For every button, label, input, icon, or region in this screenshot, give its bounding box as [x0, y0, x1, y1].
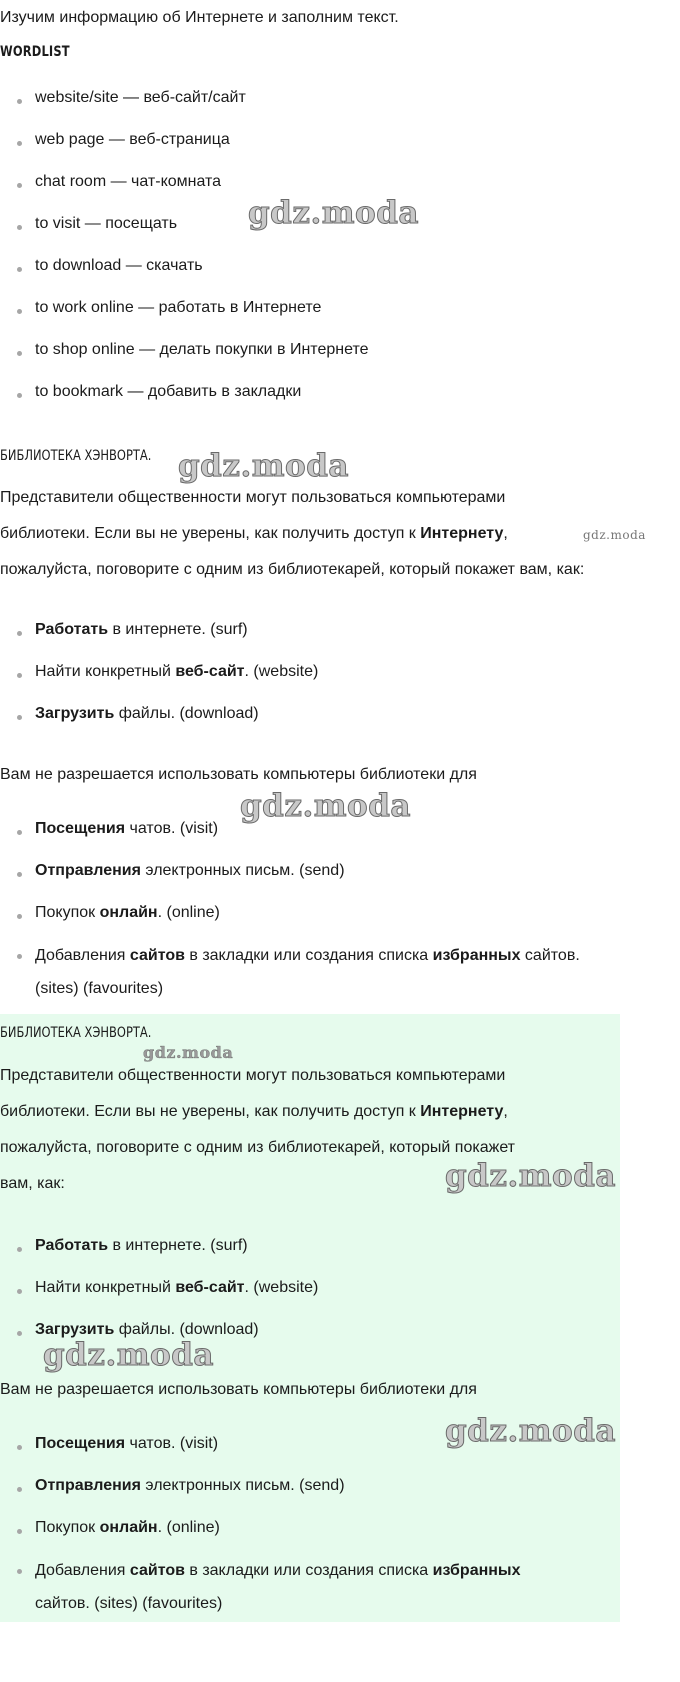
section1-allowed-list: [0, 620, 318, 746]
watermark-logo: gdz.moda: [143, 1043, 234, 1062]
bold-term: Отправления: [35, 862, 141, 879]
bold-term: Посещения: [35, 1435, 126, 1452]
paragraph-line: пожалуйста, поговорите с одним из библиотекарей, который покажет вам, как:: [0, 561, 585, 578]
list-item: Посещения чатов. (visit): [0, 819, 580, 839]
section1-paragraph: [0, 480, 584, 588]
bold-term: веб-сайт: [175, 1279, 245, 1296]
bold-term: Интернету: [420, 1103, 504, 1120]
wordlist: [0, 88, 368, 424]
watermark-logo: gdz.moda: [583, 528, 646, 542]
list-item: web page — веб-страница: [0, 130, 368, 150]
list-item: Загрузить файлы. (download): [0, 704, 318, 724]
list-item: Отправления электронных письм. (send): [0, 861, 580, 881]
watermark-logo: gdz.moda: [43, 1337, 214, 1373]
bold-term: сайтов: [129, 947, 185, 964]
paragraph-line: пожалуйста, поговорите с одним из библиотекарей, который покажет: [0, 1139, 516, 1156]
bold-term: Работать: [35, 1237, 109, 1254]
paragraph-line: библиотеки. Если вы не уверены, как получить доступ к Интернету,: [0, 525, 508, 542]
section1-not-allowed-list: [0, 819, 580, 1005]
paragraph-line: библиотеки. Если вы не уверены, как получить доступ к Интернету,: [0, 1103, 508, 1120]
bold-term: онлайн: [99, 1519, 158, 1536]
list-item: Покупок онлайн. (online): [0, 903, 580, 923]
paragraph-line: Представители общественности могут пользоваться компьютерами: [0, 489, 506, 506]
bold-term: Отправления: [35, 1477, 141, 1494]
wordlist-title: WORDLIST: [0, 44, 70, 60]
list-item: to shop online — делать покупки в Интернете: [0, 340, 368, 360]
list-item: to bookmark — добавить в закладки: [0, 382, 368, 402]
section2-not-allowed-list: [0, 1434, 520, 1620]
bold-term: веб-сайт: [175, 663, 245, 680]
section2-paragraph: [0, 1058, 515, 1202]
bold-term: избранных: [432, 947, 521, 964]
section1-not-allowed-intro: Вам не разрешается использовать компьютеры библиотеки для: [0, 766, 477, 783]
bold-term: Интернету: [420, 525, 504, 542]
list-item: Работать в интернете. (surf): [0, 1236, 318, 1256]
bold-term: сайтов: [129, 1562, 185, 1579]
list-item: Найти конкретный веб-сайт. (website): [0, 662, 318, 682]
bold-term: Посещения: [35, 820, 126, 837]
list-item: Найти конкретный веб-сайт. (website): [0, 1278, 318, 1298]
section2-allowed-list: [0, 1236, 318, 1362]
bold-term: избранных: [432, 1562, 521, 1579]
list-item: Добавления сайтов в закладки или создания списка избранных сайтов. (sites) (favourites): [0, 1554, 520, 1620]
section1-heading: БИБЛИОТЕКА ХЭНВОРТА.: [0, 448, 152, 464]
bold-term: онлайн: [99, 904, 158, 921]
watermark-logo: gdz.moda: [445, 1158, 616, 1194]
paragraph-line: вам, как:: [0, 1175, 65, 1192]
watermark-logo: gdz.moda: [445, 1413, 616, 1449]
watermark-logo: gdz.moda: [178, 448, 349, 484]
paragraph-line: Представители общественности могут пользоваться компьютерами: [0, 1067, 506, 1084]
section2-not-allowed-intro: Вам не разрешается использовать компьютеры библиотеки для: [0, 1381, 477, 1398]
bold-term: Загрузить: [35, 705, 115, 722]
list-item: chat room — чат-комната: [0, 172, 368, 192]
list-item: Работать в интернете. (surf): [0, 620, 318, 640]
bold-term: Работать: [35, 621, 109, 638]
list-item: to work online — работать в Интернете: [0, 298, 368, 318]
list-item: Добавления сайтов в закладки или создания списка избранных сайтов. (sites) (favourites): [0, 939, 580, 1005]
watermark-logo: gdz.moda: [248, 195, 419, 231]
list-item: to visit — посещать: [0, 214, 368, 234]
list-item: to download — скачать: [0, 256, 368, 276]
section2-heading: БИБЛИОТЕКА ХЭНВОРТА.: [0, 1025, 152, 1041]
watermark-logo: gdz.moda: [240, 788, 411, 824]
list-item: Отправления электронных письм. (send): [0, 1476, 520, 1496]
bold-term: Загрузить: [35, 1321, 115, 1338]
list-item: Загрузить файлы. (download): [0, 1320, 318, 1340]
list-item: Посещения чатов. (visit): [0, 1434, 520, 1454]
list-item: website/site — веб-сайт/сайт: [0, 88, 368, 108]
list-item: Покупок онлайн. (online): [0, 1518, 520, 1538]
intro-text: Изучим информацию об Интернете и заполним текст.: [0, 9, 399, 26]
